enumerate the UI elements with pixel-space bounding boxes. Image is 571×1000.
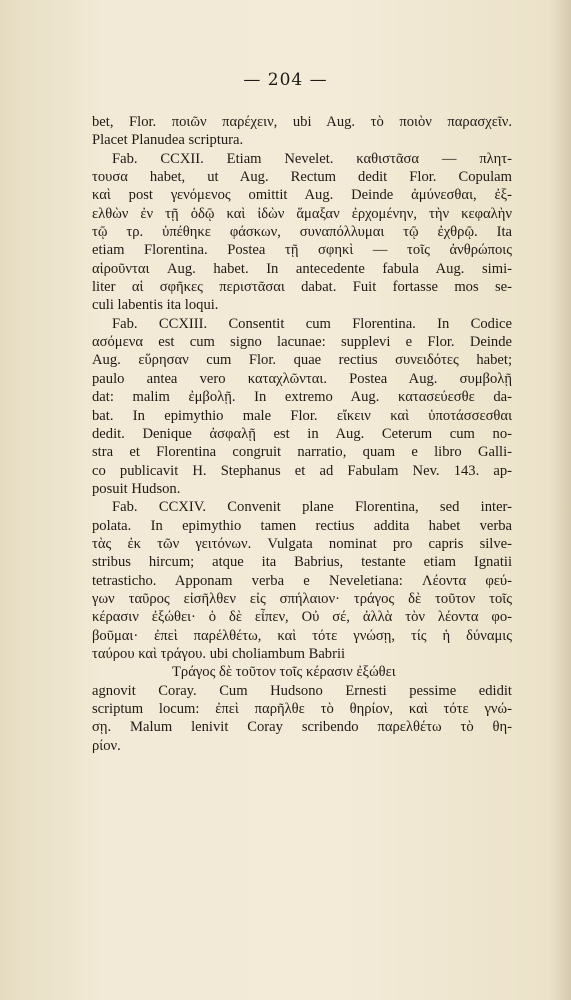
text-line: Fab. CCXIV. Convenit plane Florentina, sed inter- — [112, 499, 512, 516]
text-line: Placet Planudea scriptura. — [92, 132, 244, 149]
text-line: co publicavit H. Stephanus et ad Fabulam Nev. 143. ap- — [92, 462, 512, 479]
text-line: culi labentis ita loqui. — [92, 297, 219, 314]
text-line: stra et Florentina congruit narratio, quam e libro Galli- — [92, 444, 512, 461]
text-line: dat: malim ἐμβολῇ. In extremo Aug. κατασεύεσθε da- — [92, 389, 512, 406]
text-line: τῷ τρ. ὑπέθηκε φάσκων, συναπόλλυμαι τῷ ἐχθρῷ. Ita — [92, 224, 512, 241]
text-line: ελθὼν ἐν τῇ ὁδῷ καὶ ἰδὼν ἅμαξαν ἐρχομένην, τὴν κεφαλὴν — [92, 205, 512, 222]
text-line: scriptum locum: ἐπεὶ παρῆλθε τὸ θηρίον, καὶ τότε γνώ- — [92, 701, 512, 717]
body-text — [92, 113, 512, 755]
text-line: Fab. CCXII. Etiam Nevelet. καθιστᾶσα — πλητ- — [112, 150, 512, 167]
text-line: ασόμενα est cum signo lacunae: supplevi e Flor. Deinde — [92, 334, 512, 351]
page-number: — 204 — — [243, 70, 328, 90]
text-line: γων ταῦρος εἰσῆλθεν εἰς σπήλαιον· τράγος δὲ τοῦτον τοῖς — [92, 590, 512, 607]
text-line: ταύρου καὶ τράγου. ubi choliambum Babrii — [92, 645, 346, 662]
text-line: Fab. CCXIII. Consentit cum Florentina. In Codice — [112, 315, 512, 332]
text-line: αἱροῦνται Aug. habet. In antecedente fabula Aug. simi- — [92, 260, 512, 277]
page-edge-shadow — [549, 0, 571, 1000]
text-line: paulo antea vero καταχλῶνται. Postea Aug. συμβολῇ — [92, 370, 512, 387]
text-line: κέρασιν ἐξώθει· ὁ δὲ εἶπεν, Οὐ σέ, ἀλλὰ τὸν λέοντα φο- — [92, 609, 512, 626]
text-line: tetrasticho. Apponam verba e Neveletiana: Λέοντα φεύ- — [92, 572, 512, 589]
text-line: stribus hircum; atque ita Babrius, testante etiam Ignatii — [92, 554, 512, 571]
quoted-verse: Τράγος δὲ τοῦτον τοῖς κέρασιν ἐξώθει — [172, 664, 396, 681]
text-line: Aug. εὕρησαν cum Flor. quae rectius συνειδότες habet; — [92, 352, 512, 369]
text-line: bet, Flor. ποιῶν παρέχειν, ubi Aug. τὸ ποιὸν παρασχεῖν. — [92, 114, 512, 130]
text-line: καὶ post γενόμενος omittit Aug. Deinde ἀμύνεσθαι, ἐξ- — [92, 187, 512, 204]
text-line: polata. In epimythio tamen rectius addita habet verba — [92, 517, 512, 534]
text-line: τουσα habet, ut Aug. Rectum dedit Flor. Copulam — [92, 169, 512, 186]
text-line: etiam Florentina. Postea τῇ σφηκὶ — τοῖς ἀνθρώποις — [92, 242, 512, 259]
text-line: bat. In epimythio male Flor. εἴκειν καὶ ὑποτάσσεσθαι — [92, 407, 512, 424]
text-line: dedit. Denique ἀσφαλῇ est in Aug. Ceterum cum no- — [92, 425, 512, 442]
text-line: ρίον. — [92, 737, 121, 754]
text-line: σῃ. Malum lenivit Coray scribendo παρελθέτω τὸ θη- — [92, 719, 512, 736]
text-line: posuit Hudson. — [92, 480, 181, 497]
text-line: βοῦμαι· ἐπεὶ παρέλθέτω, καὶ τότε γνώσῃ, τίς ἡ δύναμις — [92, 627, 512, 644]
text-line: τὰς ἐκ τῶν γειτόνων. Vulgata nominat pro capris silve- — [92, 535, 512, 552]
text-line: liter αἱ σφῆκες περιστᾶσαι dabat. Fuit fortasse mos se- — [92, 279, 512, 296]
text-line: agnovit Coray. Cum Hudsono Ernesti pessime edidit — [92, 682, 512, 699]
